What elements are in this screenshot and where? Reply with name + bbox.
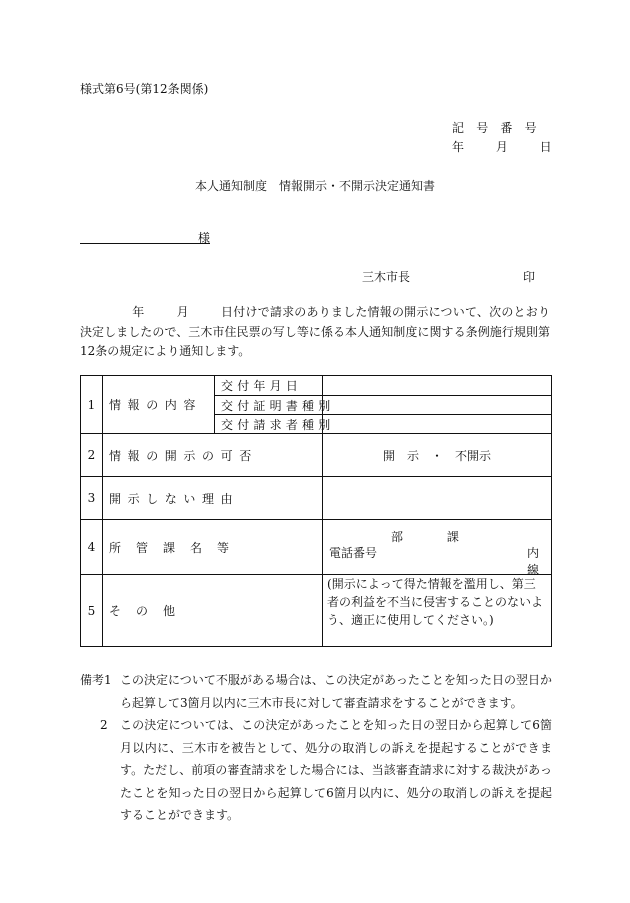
- table-row: [81, 376, 552, 396]
- sub-label: 交付年月日: [215, 376, 323, 396]
- row-label: 開示しない理由: [103, 477, 323, 520]
- row-label: 情報の内容: [103, 376, 215, 434]
- disclosure-decision: 開 示 ・ 不開示: [323, 434, 552, 477]
- sub-label: 交付証明書種別: [215, 396, 323, 415]
- remark-item: [80, 714, 552, 827]
- department-cell: [323, 520, 552, 575]
- sub-value: [323, 376, 552, 396]
- phone-label: 電話番号: [329, 546, 378, 560]
- document-title: 本人通知制度 情報開示・不開示決定通知書: [194, 179, 435, 193]
- issuer-title: 三木市長: [362, 270, 411, 284]
- other-note: (開示によって得た情報を濫用し、第三者の利益を不当に侵害することのないよう、適正に使用してください。): [323, 575, 552, 647]
- row-number: 1: [81, 376, 103, 434]
- body-year: 年: [132, 305, 145, 319]
- remarks: [80, 669, 552, 827]
- remark-text: この決定について不服がある場合は、この決定があったことを知った日の翌日から起算して3箇月以内に三木市長に対して審査請求をすることができます。: [120, 673, 552, 710]
- row-label: 所管課名等: [103, 520, 323, 575]
- extension-label: 内線: [527, 546, 540, 577]
- body-text: 日付けで請求のありました情報の開示について、次のとおり決定しましたので、三木市住民票の写し等に係る本人通知制度に関する条例施行規則第12条の規定により通知します。: [80, 305, 550, 358]
- sub-label: 交付請求者種別: [215, 415, 323, 434]
- body-paragraph: [80, 303, 550, 362]
- info-table: [80, 375, 552, 647]
- form-number: 様式第6号(第12条関係): [80, 82, 209, 96]
- nondisclosure-reason: [323, 477, 552, 520]
- table-row: [81, 575, 552, 647]
- department-label: 部 課: [391, 530, 459, 544]
- remark-lead: 備考1: [80, 673, 112, 687]
- document-number-label: 記 号 番 号: [452, 121, 541, 135]
- remark-text: この決定については、この決定があったことを知った日の翌日から起算して6箇月以内に、三木市を被告として、処分の取消しの訴えを提起することができます。ただし、前項の審査請求をした場合には、当該審査請求に対する裁決があったことを知った日の翌日から起算して6箇月以内に、処分の取消しの訴えを提起することができます。: [120, 718, 552, 822]
- table-row: [81, 434, 552, 477]
- row-label: 情報の開示の可否: [103, 434, 323, 477]
- remark-lead: 2: [100, 718, 108, 732]
- row-number: 4: [81, 520, 103, 575]
- table-row: [81, 520, 552, 575]
- recipient-line: [80, 229, 210, 244]
- seal-mark: 印: [523, 270, 536, 284]
- table-row: [81, 477, 552, 520]
- row-number: 5: [81, 575, 103, 647]
- sub-value: [323, 396, 552, 415]
- sub-value: [323, 415, 552, 434]
- row-number: 2: [81, 434, 103, 477]
- row-number: 3: [81, 477, 103, 520]
- document-date-label: 年 月 日: [452, 140, 552, 154]
- row-label: その他: [103, 575, 323, 647]
- remark-item: [80, 669, 552, 714]
- recipient-suffix: 様: [197, 231, 210, 245]
- body-month: 月: [176, 305, 189, 319]
